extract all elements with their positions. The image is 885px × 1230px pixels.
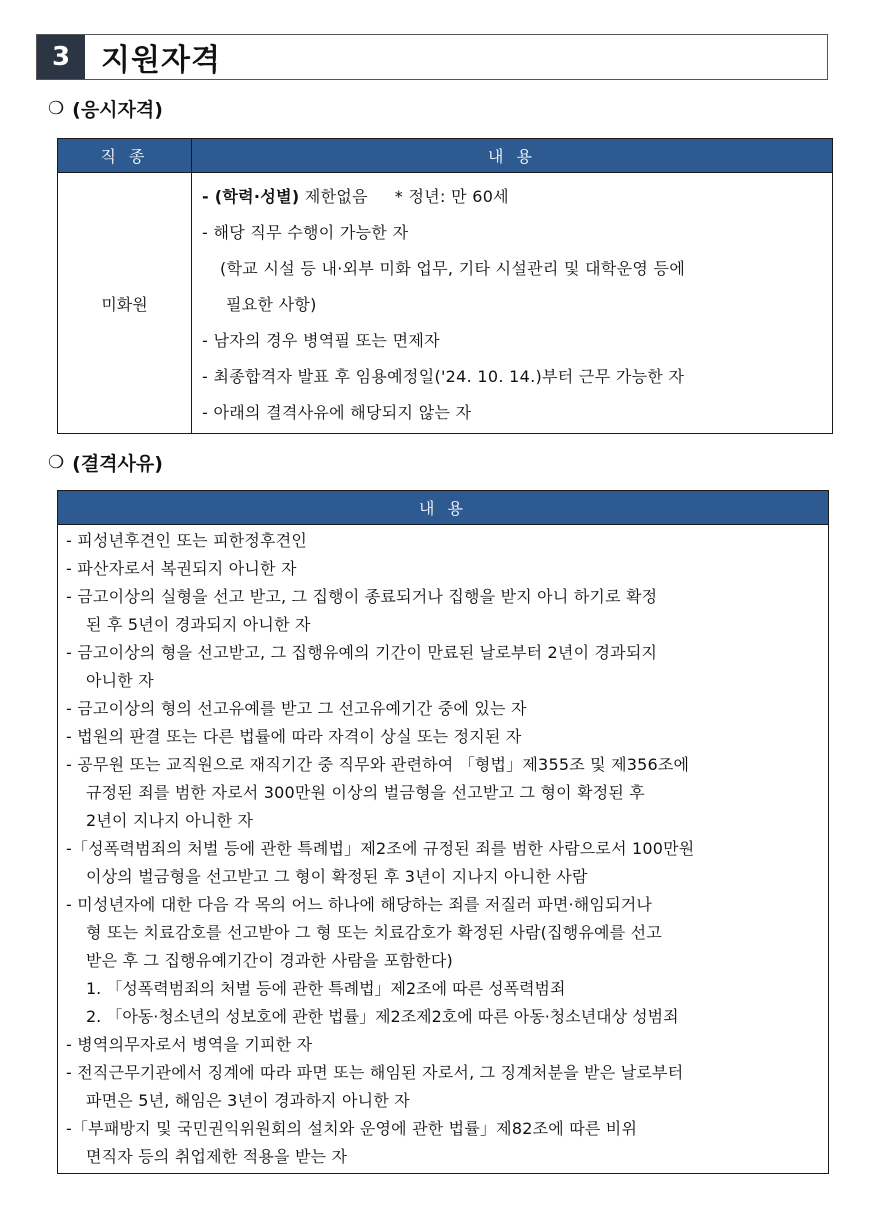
disqualification-item-line: 받은 후 그 집행유예기간이 경과한 사람을 포함한다)	[86, 951, 453, 970]
disqualification-item	[66, 639, 820, 695]
disqualification-heading-text: (결격사유)	[72, 453, 163, 475]
disqualification-item-line: 2년이 지나지 아니한 자	[86, 811, 254, 830]
disqualification-item-line: -「성폭력범죄의 처벌 등에 관한 특례법」제2조에 규정된 죄를 범한 사람으로서 100만원	[66, 839, 695, 858]
disqualification-item-line: 이상의 벌금형을 선고받고 그 형이 확정된 후 3년이 지나지 아니한 사람	[86, 867, 588, 886]
qualification-table	[57, 138, 833, 434]
disqualification-item-line: 파면은 5년, 해임은 3년이 경과하지 아니한 자	[86, 1091, 410, 1110]
column-header-content: 내 용	[192, 139, 833, 173]
disqualification-item	[66, 1059, 820, 1115]
disqualification-item-line: - 피성년후견인 또는 피한정후견인	[66, 531, 308, 550]
circle-bullet-icon: ❍	[48, 98, 65, 119]
disqualification-heading	[48, 449, 163, 476]
disqualification-item-line: - 금고이상의 형의 선고유예를 받고 그 선고유예기간 중에 있는 자	[66, 699, 527, 718]
circle-bullet-icon: ❍	[48, 452, 65, 473]
content-line: - 남자의 경우 병역필 또는 면제자	[202, 330, 440, 350]
content-line: - 해당 직무 수행이 가능한 자	[202, 222, 409, 242]
disqualification-item	[66, 1115, 820, 1171]
disqualification-item-line: - 미성년자에 대한 다음 각 목의 어느 하나에 해당하는 죄를 저질러 파면·해임되거나	[66, 895, 653, 914]
disqualification-item-line: 면직자 등의 취업제한 적용을 받는 자	[86, 1147, 348, 1166]
disqualification-item	[66, 891, 820, 975]
column-header-content: 내 용	[58, 491, 829, 525]
disqualification-item-line: - 공무원 또는 교직원으로 재직기간 중 직무와 관련하여 「형법」제355조 및 제356조에	[66, 755, 690, 774]
disqualification-item-line: - 금고이상의 실형을 선고 받고, 그 집행이 종료되거나 집행을 받지 아니 하기로 확정	[66, 587, 658, 606]
content-line-bold: - (학력·성별)	[202, 186, 300, 206]
disqualification-table	[57, 490, 829, 1174]
disqualification-item	[66, 723, 820, 751]
content-line: - 최종합격자 발표 후 임용예정일('24. 10. 14.)부터 근무 가능한 자	[202, 366, 685, 386]
disqualification-item-line: - 금고이상의 형을 선고받고, 그 집행유예의 기간이 만료된 날로부터 2년이 경과되지	[66, 643, 658, 662]
content-line: (학교 시설 등 내·외부 미화 업무, 기타 시설관리 및 대학운영 등에	[220, 258, 686, 278]
qualification-heading-text: (응시자격)	[72, 99, 163, 121]
disqualification-item	[66, 1031, 820, 1059]
disqualification-sub-item: 2. 「아동·청소년의 성보호에 관한 법률」제2조제2호에 따른 아동·청소년대상 성범죄	[86, 1007, 679, 1026]
content-line	[202, 177, 824, 213]
disqualification-item-line: - 전직근무기관에서 징계에 따라 파면 또는 해임된 자로서, 그 징계처분을 받은 날로부터	[66, 1063, 684, 1082]
section-title: 지원자격	[101, 43, 221, 78]
column-header-job: 직 종	[58, 139, 192, 173]
disqualification-item	[66, 835, 820, 891]
disqualification-item-line: 된 후 5년이 경과되지 아니한 자	[86, 615, 311, 634]
content-cell	[192, 173, 833, 434]
content-line: - 아래의 결격사유에 해당되지 않는 자	[202, 402, 472, 422]
job-cell: 미화원	[58, 173, 192, 434]
disqualification-item-line: 아니한 자	[86, 671, 154, 690]
disqualification-item-line: 형 또는 치료감호를 선고받아 그 형 또는 치료감호가 확정된 사람(집행유예를 선고	[86, 923, 662, 942]
disqualification-content-cell	[58, 525, 829, 1174]
disqualification-item	[66, 751, 820, 835]
disqualification-item	[66, 527, 820, 555]
disqualification-item	[66, 695, 820, 723]
disqualification-sub-item: 1. 「성폭력범죄의 처벌 등에 관한 특례법」제2조에 따른 성폭력범죄	[86, 979, 566, 998]
section-number: 3	[37, 35, 85, 79]
disqualification-item	[66, 583, 820, 639]
disqualification-item-line: - 법원의 판결 또는 다른 법률에 따라 자격이 상실 또는 정지된 자	[66, 727, 522, 746]
disqualification-item-line: - 파산자로서 복권되지 아니한 자	[66, 559, 297, 578]
disqualification-item-line: -「부패방지 및 국민권익위원회의 설치와 운영에 관한 법률」제82조에 따른 비위	[66, 1119, 638, 1138]
content-line: 필요한 사항)	[226, 294, 317, 314]
disqualification-item-line: 규정된 죄를 범한 자로서 300만원 이상의 벌금형을 선고받고 그 형이 확정된 후	[86, 783, 645, 802]
disqualification-item	[66, 555, 820, 583]
disqualification-item-line: - 병역의무자로서 병역을 기피한 자	[66, 1035, 313, 1054]
qualification-heading	[48, 95, 163, 122]
section-header	[36, 34, 828, 80]
content-line-text: 제한없음 * 정년: 만 60세	[299, 186, 509, 206]
